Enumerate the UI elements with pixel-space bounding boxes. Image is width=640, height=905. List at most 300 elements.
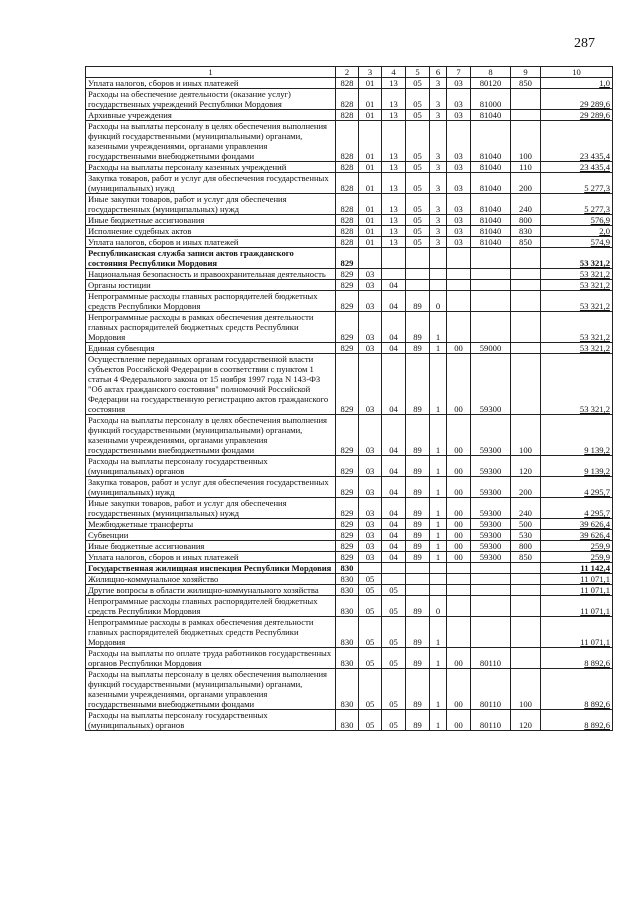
section-code: 05	[359, 574, 382, 585]
direction-code: 00	[447, 456, 471, 477]
direction-code: 03	[447, 162, 471, 173]
target-code	[471, 596, 511, 617]
target-code	[471, 269, 511, 280]
subprogram-code: 3	[430, 237, 447, 248]
subsection-code: 04	[382, 354, 406, 415]
row-amount-value: 4 295,7	[584, 508, 610, 518]
row-amount-value: 53 321,2	[579, 258, 610, 268]
admin-code: 829	[336, 519, 359, 530]
section-code: 01	[359, 121, 382, 162]
expense-type-code: 530	[511, 530, 541, 541]
expense-type-code: 100	[511, 669, 541, 710]
admin-code: 828	[336, 226, 359, 237]
subsection-code: 13	[382, 173, 406, 194]
target-code	[471, 248, 511, 269]
subsection-code: 04	[382, 552, 406, 563]
subprogram-code: 1	[430, 456, 447, 477]
row-name: Расходы на выплаты персоналу в целях обеспечения выполнения функций государственными (муниципальными) органами, казенными учреждениями, органами управления государственными внебюджетными фондами	[86, 121, 336, 162]
direction-code: 03	[447, 194, 471, 215]
expense-type-code: 120	[511, 710, 541, 731]
subprogram-code: 1	[430, 343, 447, 354]
row-amount-value: 8 892,6	[584, 699, 610, 709]
target-code: 81040	[471, 121, 511, 162]
header-cell: 7	[447, 67, 471, 78]
target-code: 59300	[471, 519, 511, 530]
subsection-code: 04	[382, 477, 406, 498]
section-code: 05	[359, 585, 382, 596]
admin-code: 829	[336, 248, 359, 269]
expense-type-code: 800	[511, 541, 541, 552]
program-code: 05	[406, 237, 430, 248]
header-row	[86, 67, 613, 78]
subprogram-code: 1	[430, 477, 447, 498]
target-code: 80110	[471, 648, 511, 669]
header-cell: 1	[86, 67, 336, 78]
program-code: 05	[406, 121, 430, 162]
section-code: 03	[359, 269, 382, 280]
row-name: Государственная жилищная инспекция Республики Мордовия	[86, 563, 336, 574]
subsection-code: 04	[382, 312, 406, 343]
expense-type-code	[511, 563, 541, 574]
program-code: 05	[406, 78, 430, 89]
expense-type-code: 110	[511, 162, 541, 173]
table-row	[86, 121, 613, 162]
subprogram-code: 1	[430, 648, 447, 669]
admin-code: 830	[336, 563, 359, 574]
expense-type-code	[511, 269, 541, 280]
row-amount-value: 8 892,6	[584, 720, 610, 730]
expense-type-code: 240	[511, 194, 541, 215]
row-amount-value: 11 142,4	[580, 563, 610, 573]
row-name: Субвенции	[86, 530, 336, 541]
target-code: 59300	[471, 354, 511, 415]
table-row	[86, 669, 613, 710]
row-name: Закупка товаров, работ и услуг для обеспечения государственных (муниципальных) нужд	[86, 477, 336, 498]
header-cell: 10	[541, 67, 613, 78]
expense-type-code	[511, 89, 541, 110]
table-row	[86, 291, 613, 312]
target-code: 59300	[471, 541, 511, 552]
target-code: 59300	[471, 415, 511, 456]
section-code: 03	[359, 354, 382, 415]
section-code: 01	[359, 215, 382, 226]
subsection-code: 04	[382, 519, 406, 530]
program-code: 89	[406, 552, 430, 563]
row-name: Национальная безопасность и правоохранительная деятельность	[86, 269, 336, 280]
section-code: 03	[359, 477, 382, 498]
subsection-code	[382, 248, 406, 269]
direction-code: 03	[447, 215, 471, 226]
admin-code: 829	[336, 552, 359, 563]
direction-code: 00	[447, 498, 471, 519]
direction-code	[447, 269, 471, 280]
row-amount	[541, 248, 613, 269]
table-row	[86, 237, 613, 248]
section-code: 03	[359, 541, 382, 552]
program-code: 89	[406, 519, 430, 530]
table-row	[86, 78, 613, 89]
row-name: Расходы на выплаты персоналу в целях обеспечения выполнения функций государственными (муниципальными) органами, казенными учреждениями, органами управления государственными внебюджетными фондами	[86, 415, 336, 456]
subsection-code: 04	[382, 530, 406, 541]
row-name: Закупка товаров, работ и услуг для обеспечения государственных (муниципальных) нужд	[86, 173, 336, 194]
row-amount-value: 39 626,4	[579, 519, 610, 529]
subprogram-code: 3	[430, 226, 447, 237]
subprogram-code	[430, 248, 447, 269]
subsection-code: 04	[382, 343, 406, 354]
row-amount-value: 53 321,2	[579, 269, 610, 279]
direction-code	[447, 617, 471, 648]
target-code: 59300	[471, 552, 511, 563]
row-name: Осуществление переданных органам государственной власти субъектов Российской Федерации в соответствии с пунктом 1 статьи 4 Федерального закона от 15 ноября 1997 года N 143-ФЗ "Об актах гражданского состояния" полномочий Российской Федерации на государственную регистрацию актов гражданского состояния	[86, 354, 336, 415]
direction-code: 03	[447, 237, 471, 248]
subsection-code: 05	[382, 596, 406, 617]
row-amount	[541, 710, 613, 731]
row-amount-value: 53 321,2	[579, 332, 610, 342]
section-code: 01	[359, 194, 382, 215]
target-code	[471, 585, 511, 596]
section-code: 03	[359, 415, 382, 456]
admin-code: 828	[336, 121, 359, 162]
admin-code: 828	[336, 237, 359, 248]
program-code: 05	[406, 173, 430, 194]
expense-type-code: 850	[511, 237, 541, 248]
expense-type-code	[511, 343, 541, 354]
program-code: 89	[406, 669, 430, 710]
program-code: 89	[406, 541, 430, 552]
expense-type-code: 500	[511, 519, 541, 530]
direction-code: 00	[447, 552, 471, 563]
admin-code: 828	[336, 194, 359, 215]
table-row	[86, 519, 613, 530]
row-amount	[541, 552, 613, 563]
row-amount	[541, 291, 613, 312]
row-amount	[541, 617, 613, 648]
row-amount	[541, 280, 613, 291]
expense-type-code: 800	[511, 215, 541, 226]
row-amount	[541, 563, 613, 574]
target-code: 59000	[471, 343, 511, 354]
section-code: 01	[359, 110, 382, 121]
admin-code: 829	[336, 415, 359, 456]
subprogram-code: 0	[430, 596, 447, 617]
row-amount	[541, 173, 613, 194]
subprogram-code	[430, 269, 447, 280]
admin-code: 829	[336, 343, 359, 354]
subprogram-code: 3	[430, 173, 447, 194]
subprogram-code: 3	[430, 78, 447, 89]
row-amount-value: 5 277,3	[584, 183, 610, 193]
section-code: 03	[359, 456, 382, 477]
table-row	[86, 574, 613, 585]
section-code: 05	[359, 617, 382, 648]
section-code: 05	[359, 648, 382, 669]
admin-code: 828	[336, 110, 359, 121]
direction-code: 00	[447, 710, 471, 731]
program-code: 05	[406, 89, 430, 110]
table-body	[86, 78, 613, 731]
subprogram-code: 1	[430, 354, 447, 415]
table-row	[86, 563, 613, 574]
section-code: 03	[359, 498, 382, 519]
admin-code: 829	[336, 354, 359, 415]
table-row	[86, 617, 613, 648]
admin-code: 828	[336, 78, 359, 89]
target-code: 59300	[471, 456, 511, 477]
row-amount-value: 11 071,1	[580, 574, 610, 584]
subprogram-code: 1	[430, 617, 447, 648]
row-amount-value: 29 289,6	[579, 99, 610, 109]
row-name: Органы юстиции	[86, 280, 336, 291]
subsection-code: 04	[382, 280, 406, 291]
row-amount	[541, 269, 613, 280]
section-code: 03	[359, 552, 382, 563]
row-name: Непрограммные расходы главных распорядителей бюджетных средств Республики Мордовия	[86, 291, 336, 312]
admin-code: 828	[336, 215, 359, 226]
subsection-code: 05	[382, 617, 406, 648]
table-row	[86, 710, 613, 731]
table-header	[86, 67, 613, 78]
row-amount-value: 8 892,6	[584, 658, 610, 668]
table-row	[86, 248, 613, 269]
expense-type-code: 830	[511, 226, 541, 237]
row-name: Расходы на выплаты по оплате труда работников государственных органов Республики Мордовия	[86, 648, 336, 669]
section-code: 01	[359, 237, 382, 248]
target-code	[471, 563, 511, 574]
page-number: 287	[574, 36, 595, 51]
program-code	[406, 574, 430, 585]
admin-code: 829	[336, 456, 359, 477]
admin-code: 830	[336, 710, 359, 731]
table-row	[86, 215, 613, 226]
subprogram-code	[430, 563, 447, 574]
direction-code: 00	[447, 648, 471, 669]
row-amount	[541, 237, 613, 248]
admin-code: 830	[336, 669, 359, 710]
program-code	[406, 563, 430, 574]
subprogram-code: 1	[430, 519, 447, 530]
program-code: 05	[406, 226, 430, 237]
expense-type-code: 200	[511, 173, 541, 194]
direction-code: 00	[447, 530, 471, 541]
subprogram-code: 1	[430, 498, 447, 519]
subprogram-code	[430, 585, 447, 596]
row-name: Уплата налогов, сборов и иных платежей	[86, 78, 336, 89]
program-code: 89	[406, 456, 430, 477]
section-code: 05	[359, 669, 382, 710]
table-row	[86, 354, 613, 415]
table-row	[86, 415, 613, 456]
direction-code	[447, 312, 471, 343]
row-amount-value: 9 139,2	[584, 445, 610, 455]
table-row	[86, 498, 613, 519]
expense-type-code	[511, 110, 541, 121]
subprogram-code: 1	[430, 312, 447, 343]
target-code	[471, 574, 511, 585]
direction-code: 00	[447, 415, 471, 456]
admin-code: 829	[336, 269, 359, 280]
header-cell: 8	[471, 67, 511, 78]
subprogram-code: 1	[430, 669, 447, 710]
row-amount-value: 53 321,2	[579, 343, 610, 353]
admin-code: 830	[336, 574, 359, 585]
subprogram-code: 1	[430, 552, 447, 563]
admin-code: 829	[336, 312, 359, 343]
subsection-code: 13	[382, 110, 406, 121]
row-name: Непрограммные расходы в рамках обеспечения деятельности главных распорядителей бюджетных средств Республики Мордовия	[86, 617, 336, 648]
direction-code: 03	[447, 89, 471, 110]
admin-code: 830	[336, 648, 359, 669]
admin-code: 828	[336, 173, 359, 194]
subsection-code: 13	[382, 121, 406, 162]
program-code: 89	[406, 710, 430, 731]
row-amount-value: 576,9	[590, 215, 610, 225]
target-code: 80110	[471, 669, 511, 710]
table-row	[86, 194, 613, 215]
row-name: Расходы на выплаты персоналу государственных (муниципальных) органов	[86, 456, 336, 477]
target-code: 81000	[471, 89, 511, 110]
expense-type-code: 850	[511, 552, 541, 563]
subprogram-code: 0	[430, 291, 447, 312]
admin-code: 829	[336, 477, 359, 498]
program-code: 89	[406, 498, 430, 519]
subprogram-code: 1	[430, 530, 447, 541]
row-name: Иные бюджетные ассигнования	[86, 541, 336, 552]
direction-code: 00	[447, 541, 471, 552]
direction-code	[447, 280, 471, 291]
expense-type-code	[511, 617, 541, 648]
row-amount-value: 23 435,4	[579, 151, 610, 161]
table-row	[86, 343, 613, 354]
section-code: 01	[359, 173, 382, 194]
expense-type-code: 120	[511, 456, 541, 477]
row-name: Иные закупки товаров, работ и услуг для обеспечения государственных (муниципальных) нужд	[86, 498, 336, 519]
subprogram-code: 1	[430, 710, 447, 731]
program-code: 89	[406, 530, 430, 541]
target-code: 81040	[471, 194, 511, 215]
program-code: 89	[406, 415, 430, 456]
expense-type-code	[511, 585, 541, 596]
table-row	[86, 585, 613, 596]
table-row	[86, 477, 613, 498]
row-name: Расходы на выплаты персоналу в целях обеспечения выполнения функций государственными (муниципальными) органами, казенными учреждениями, органами управления государственными внебюджетными фондами	[86, 669, 336, 710]
row-name: Иные закупки товаров, работ и услуг для обеспечения государственных (муниципальных) нужд	[86, 194, 336, 215]
program-code	[406, 269, 430, 280]
direction-code: 00	[447, 519, 471, 530]
row-amount	[541, 110, 613, 121]
direction-code	[447, 596, 471, 617]
target-code	[471, 312, 511, 343]
row-amount	[541, 226, 613, 237]
subsection-code: 13	[382, 194, 406, 215]
row-amount	[541, 585, 613, 596]
expense-type-code	[511, 312, 541, 343]
row-amount	[541, 530, 613, 541]
direction-code: 03	[447, 110, 471, 121]
target-code	[471, 617, 511, 648]
program-code: 05	[406, 194, 430, 215]
program-code: 89	[406, 354, 430, 415]
subsection-code: 13	[382, 226, 406, 237]
program-code: 89	[406, 312, 430, 343]
subsection-code: 04	[382, 415, 406, 456]
target-code: 59300	[471, 477, 511, 498]
subprogram-code	[430, 574, 447, 585]
section-code: 03	[359, 519, 382, 530]
direction-code: 00	[447, 354, 471, 415]
program-code: 89	[406, 617, 430, 648]
target-code: 80120	[471, 78, 511, 89]
row-amount-value: 11 071,1	[580, 606, 610, 616]
row-amount	[541, 669, 613, 710]
row-amount-value: 4 295,7	[584, 487, 610, 497]
section-code: 03	[359, 312, 382, 343]
row-amount	[541, 415, 613, 456]
table-row	[86, 541, 613, 552]
expense-type-code	[511, 291, 541, 312]
row-amount-value: 2,0	[599, 226, 610, 236]
row-amount	[541, 477, 613, 498]
table-row	[86, 312, 613, 343]
row-amount	[541, 194, 613, 215]
admin-code: 829	[336, 498, 359, 519]
row-amount	[541, 519, 613, 530]
direction-code: 03	[447, 121, 471, 162]
section-code	[359, 563, 382, 574]
expense-type-code	[511, 574, 541, 585]
expense-type-code: 200	[511, 477, 541, 498]
target-code: 81040	[471, 173, 511, 194]
target-code: 81040	[471, 215, 511, 226]
row-name: Исполнение судебных актов	[86, 226, 336, 237]
row-amount	[541, 354, 613, 415]
row-name: Другие вопросы в области жилищно-коммунального хозяйства	[86, 585, 336, 596]
target-code: 80110	[471, 710, 511, 731]
subsection-code: 13	[382, 78, 406, 89]
subprogram-code	[430, 280, 447, 291]
program-code: 05	[406, 110, 430, 121]
section-code: 01	[359, 162, 382, 173]
target-code: 81040	[471, 226, 511, 237]
table-row	[86, 226, 613, 237]
target-code: 59300	[471, 498, 511, 519]
row-name: Архивные учреждения	[86, 110, 336, 121]
admin-code: 829	[336, 280, 359, 291]
header-cell: 4	[382, 67, 406, 78]
table-row	[86, 552, 613, 563]
expense-type-code	[511, 280, 541, 291]
row-name: Расходы на выплаты персоналу государственных (муниципальных) органов	[86, 710, 336, 731]
direction-code: 00	[447, 477, 471, 498]
section-code: 03	[359, 530, 382, 541]
target-code: 81040	[471, 237, 511, 248]
row-amount	[541, 456, 613, 477]
expense-type-code	[511, 648, 541, 669]
header-cell: 6	[430, 67, 447, 78]
expense-type-code: 850	[511, 78, 541, 89]
direction-code	[447, 248, 471, 269]
subsection-code: 13	[382, 215, 406, 226]
subsection-code: 05	[382, 648, 406, 669]
direction-code: 00	[447, 669, 471, 710]
row-name: Расходы на выплаты персоналу казенных учреждений	[86, 162, 336, 173]
subsection-code: 05	[382, 585, 406, 596]
subsection-code: 04	[382, 498, 406, 519]
section-code: 03	[359, 280, 382, 291]
admin-code: 828	[336, 89, 359, 110]
program-code	[406, 280, 430, 291]
subsection-code: 04	[382, 541, 406, 552]
admin-code: 829	[336, 541, 359, 552]
